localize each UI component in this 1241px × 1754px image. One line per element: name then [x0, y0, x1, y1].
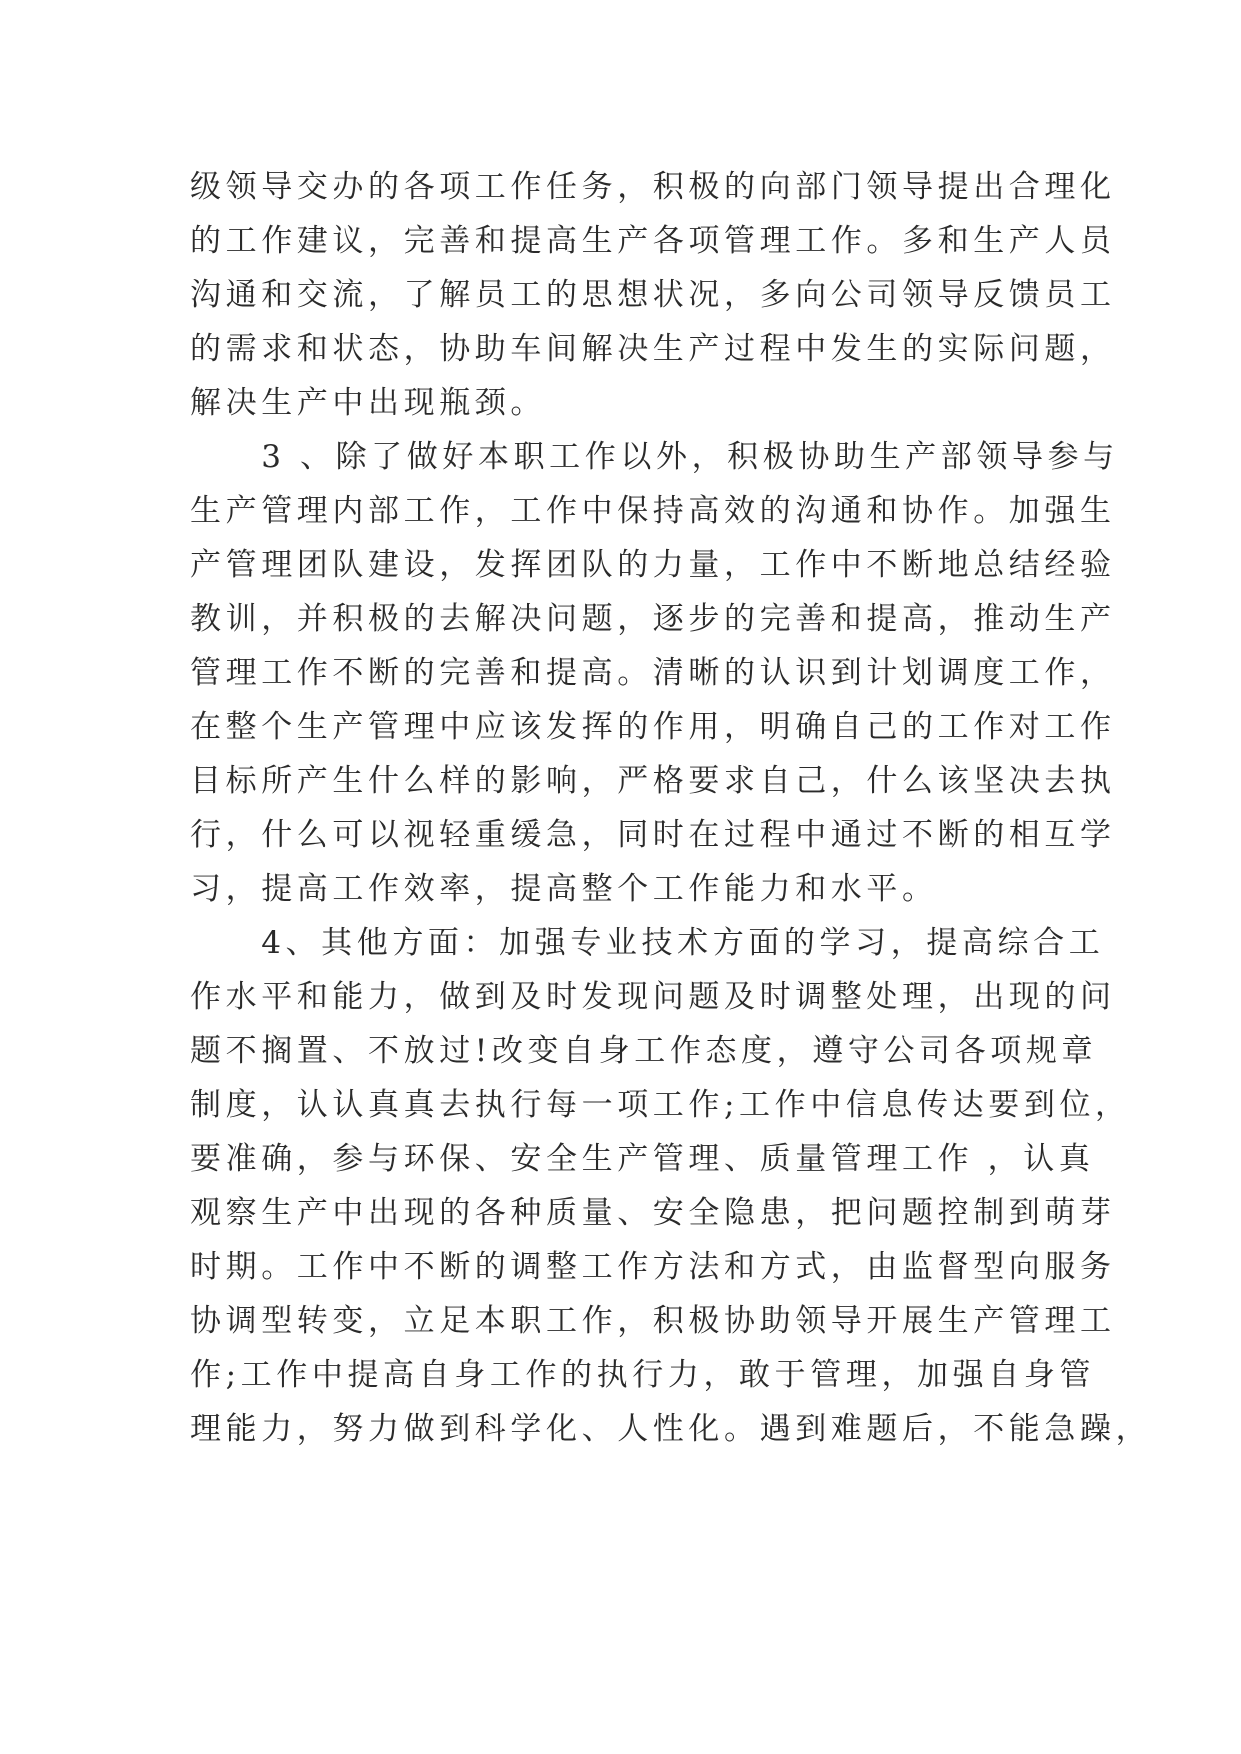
- text-line: 行，什么可以视轻重缓急，同时在过程中通过不断的相互学: [190, 817, 1116, 853]
- text-line: 生产管理内部工作，工作中保持高效的沟通和协作。加强生: [190, 493, 1116, 529]
- text-line: 观察生产中出现的各种质量、安全隐患，把问题控制到萌芽: [190, 1195, 1116, 1231]
- body-text: [190, 160, 1152, 1456]
- text-line: 制度，认认真真去执行每一项工作;工作中信息传达要到位，: [190, 1087, 1131, 1123]
- text-line: 解决生产中出现瓶颈。: [190, 385, 546, 421]
- text-line: 习，提高工作效率，提高整个工作能力和水平。: [190, 871, 938, 907]
- text-line: 沟通和交流，了解员工的思想状况，多向公司领导反馈员工: [190, 277, 1116, 313]
- text-line: 级领导交办的各项工作任务，积极的向部门领导提出合理化: [190, 169, 1116, 205]
- text-line: 3 、除了做好本职工作以外，积极协助生产部领导参与: [190, 439, 1119, 475]
- text-line: 理能力，努力做到科学化、人性化。遇到难题后，不能急躁，: [190, 1411, 1152, 1447]
- text-line: 在整个生产管理中应该发挥的作用，明确自己的工作对工作: [190, 709, 1116, 745]
- text-line: 题不搁置、不放过!改变自身工作态度，遵守公司各项规章: [190, 1033, 1098, 1069]
- text-line: 管理工作不断的完善和提高。清晰的认识到计划调度工作，: [190, 655, 1116, 691]
- text-line: 要准确，参与环保、安全生产管理、质量管理工作 ，认真: [190, 1141, 1095, 1177]
- text-line: 作水平和能力，做到及时发现问题及时调整处理，出现的问: [190, 979, 1116, 1015]
- text-line: 协调型转变，立足本职工作，积极协助领导开展生产管理工: [190, 1303, 1116, 1339]
- text-line: 的工作建议，完善和提高生产各项管理工作。多和生产人员: [190, 223, 1116, 259]
- text-line: 目标所产生什么样的影响，严格要求自己，什么该坚决去执: [190, 763, 1116, 799]
- text-line: 4、其他方面：加强专业技术方面的学习，提高综合工: [190, 925, 1105, 961]
- text-line: 时期。工作中不断的调整工作方法和方式，由监督型向服务: [190, 1249, 1116, 1285]
- text-line: 教训，并积极的去解决问题，逐步的完善和提高，推动生产: [190, 601, 1116, 637]
- text-line: 产管理团队建设，发挥团队的力量，工作中不断地总结经验: [190, 547, 1116, 583]
- text-line: 作;工作中提高自身工作的执行力，敢于管理，加强自身管: [190, 1357, 1096, 1393]
- text-line: 的需求和状态，协助车间解决生产过程中发生的实际问题，: [190, 331, 1116, 367]
